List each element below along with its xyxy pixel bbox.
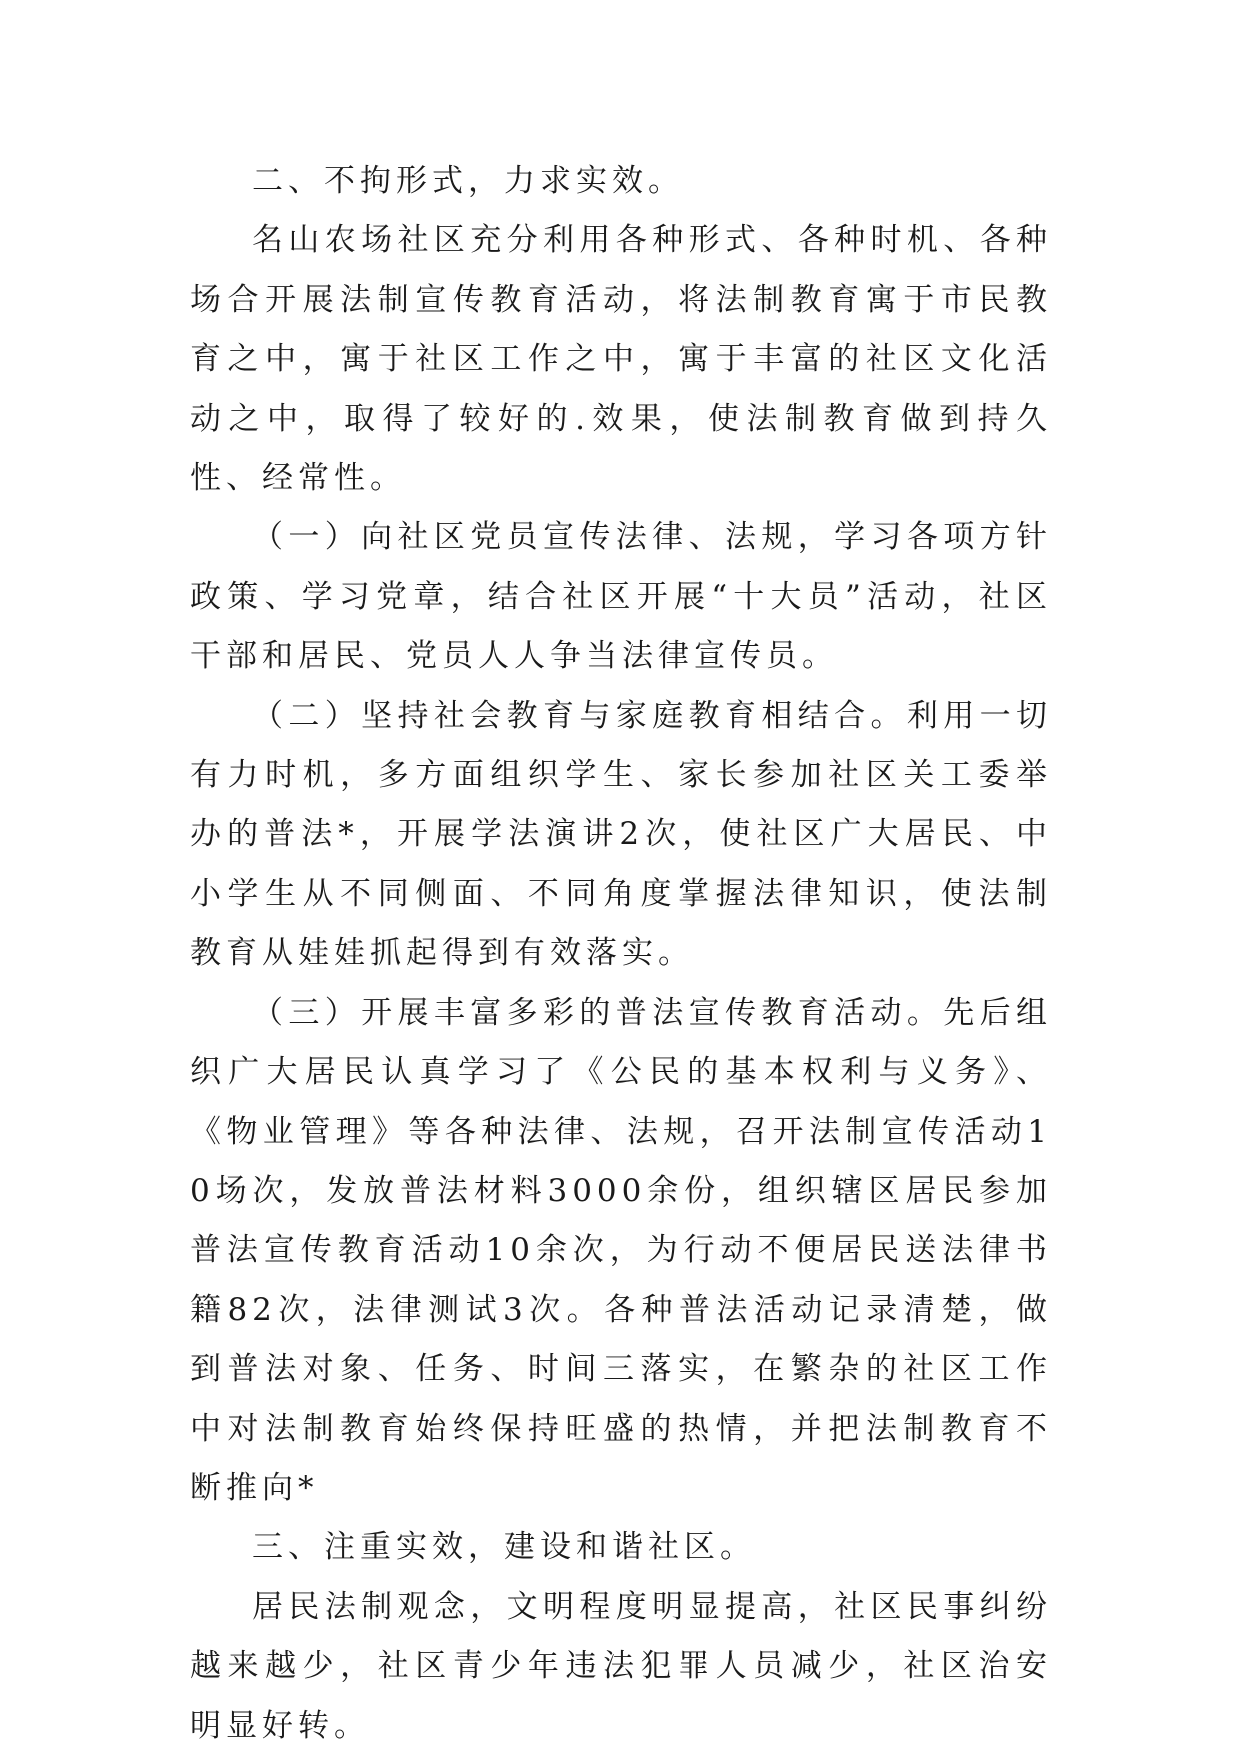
body-paragraph-item-2: （二）坚持社会教育与家庭教育相结合。利用一切有力时机，多方面组织学生、家长参加社区关工委举办的普法*，开展学法演讲2次，使社区广大居民、中小学生从不同侧面、不同角度掌握法律知识，使法制教育从娃娃抓起得到有效落实。 xyxy=(190,697,1052,972)
body-paragraph-closing: 居民法制观念，文明程度明显提高，社区民事纠纷越来越少，社区青少年违法犯罪人员减少，社区治安明显好转。 xyxy=(190,1588,1052,1744)
body-paragraph-item-1: （一）向社区党员宣传法律、法规，学习各项方针政策、学习党章，结合社区开展“十大员”活动，社区干部和居民、党员人人争当法律宣传员。 xyxy=(190,519,1052,675)
body-paragraph: 名山农场社区充分利用各种形式、各种时机、各种场合开展法制宣传教育活动，将法制教育寓于市民教育之中，寓于社区工作之中，寓于丰富的社区文化活动之中，取得了较好的.效果，使法制教育做到持久性、经常性。 xyxy=(190,222,1052,497)
document-body xyxy=(190,152,1052,1756)
body-paragraph-item-3: （三）开展丰富多彩的普法宣传教育活动。先后组织广大居民认真学习了《公民的基本权利与义务》、《物业管理》等各种法律、法规，召开法制宣传活动10场次，发放普法材料3000余份，组织辖区居民参加普法宣传教育活动10余次，为行动不便居民送法律书籍82次，法律测试3次。各种普法活动记录清楚，做到普法对象、任务、时间三落实，在繁杂的社区工作中对法制教育始终保持旺盛的热情，并把法制教育不断推向* xyxy=(190,994,1052,1506)
section-heading-three: 三、注重实效，建设和谐社区。 xyxy=(252,1529,756,1566)
section-heading-two: 二、不拘形式，力求实效。 xyxy=(252,163,684,199)
